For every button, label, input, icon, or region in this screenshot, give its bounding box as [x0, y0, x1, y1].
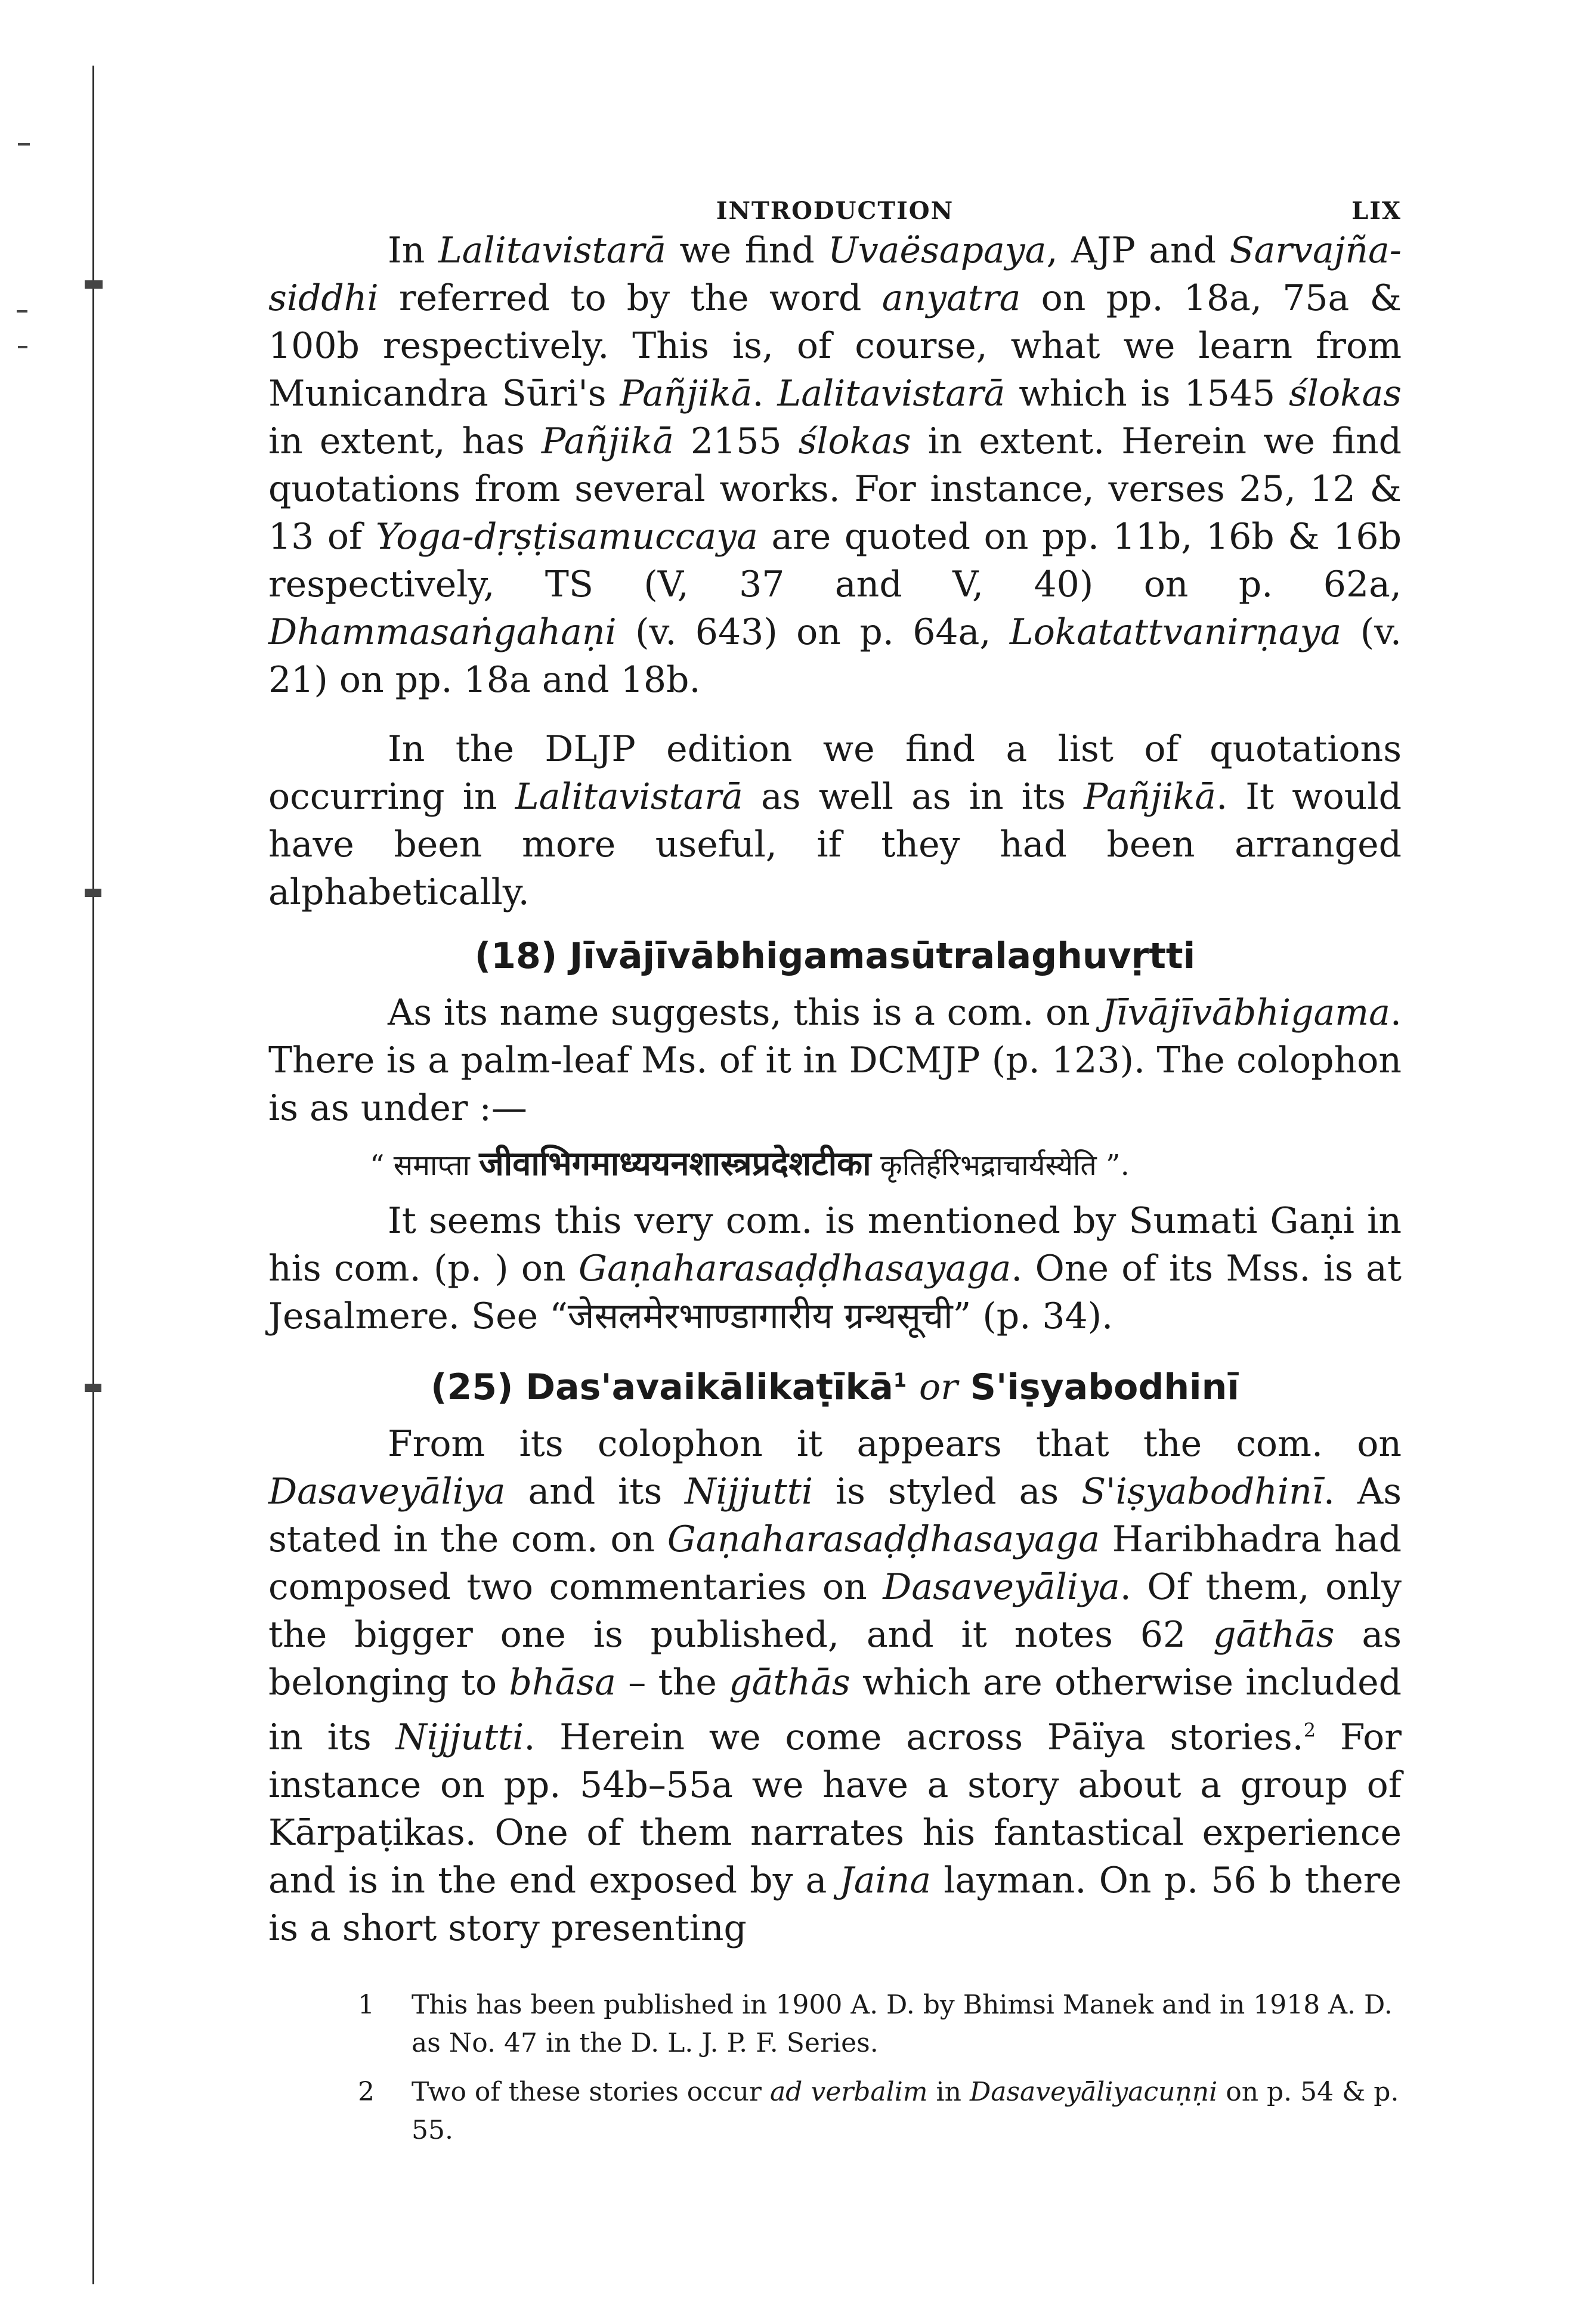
colophon-quote: “ समाप्ता जीवाभिगमाध्ययनशास्त्रप्रदेशटीका कृतिर्हरिभद्राचार्यस्येति ”. [370, 1144, 1130, 1183]
paragraph-5: From its colophon it appears that the com. on Dasaveyāliya and its Nijjutti is styled as S'iṣyabodhinī. As stated in the com. on Gaṇaharasaḍḍhasayaga Haribhadra had composed two commentaries on Dasaveyāliya. Of them, only the bigger one is published, and it notes 62 gāthās as belonging to bhāsa – the gāthās which are otherwise included in its Nijjutti. Herein we come across Pāïya stories.$^2$ For instance on pp. 54b–55a we have a story about a group of Kārpaṭikas. One of them narrates his fantastical experience and is in the end exposed by a Jaina layman. On p. 56 b there is a short story presenting [268, 1423, 1402, 1949]
footnote-ref: 2 [1303, 1719, 1316, 1742]
footnote-1: 1 This has been published in 1900 A. D. by Bhimsi Manek and in 1918 A. D. as No. 47 in the D. L. J. P. F. Series. [358, 1990, 1393, 2058]
section-heading-18: (18) Jīvājīvābhigamasūtralaghuvṛtti [474, 935, 1196, 977]
scan-mark [85, 889, 101, 897]
paragraph-1: In Lalitavistarā we find Uvaësapaya, AJP and Sarvajña-siddhi referred to by the word anyatra on pp. 18a, 75a & 100b respectively. This is, of course, what we learn from Municandra Sūri's Pañjikā. Lalitavistarā which is 1545 ślokas in extent, has Pañjikā 2155 ślokas in extent. Herein we find quotations from several works. For instance, verses 25, 12 & 13 of Yoga-dṛṣṭisamuccaya are quoted on pp. 11b, 16b & 16b respectively, TS (V, 37 and V, 40) on p. 62a, Dhammasaṅgahaṇi (v. 643) on p. 64a, Lokatattvanirṇaya (v. 21) on pp. 18a and 18b. [268, 230, 1402, 701]
scan-mark [85, 280, 103, 289]
footnote-ref: 1 [893, 1369, 907, 1391]
paragraph-2: In the DLJP edition we find a list of quotations occurring in Lalitavistarā as well as in its Pañjikā. It would have been more useful, if they had been arranged alphabetically. [268, 728, 1402, 913]
paragraph-4: It seems this very com. is mentioned by Sumati Gaṇi in his com. (p. ) on Gaṇaharasaḍḍhasayaga. One of its Mss. is at Jesalmere. See “जेसलमेरभाण्डागारीय ग्रन्थसूची” (p. 34). [268, 1200, 1402, 1337]
section-heading-25: (25) Das'avaikālikaṭīkā$^1$ or S'iṣyabodhinī [431, 1366, 1239, 1408]
paragraph-3: As its name suggests, this is a com. on Jīvājīvābhigama. There is a palm-leaf Ms. of it in DCMJP (p. 123). The colophon is as under :— [268, 992, 1402, 1129]
running-head [268, 179, 1402, 227]
scan-mark [18, 346, 27, 348]
footnotes [358, 1986, 1402, 2160]
margin-rule [92, 66, 94, 2284]
scan-mark [17, 310, 27, 313]
scan-mark [85, 1384, 101, 1392]
footnote-2: 2 Two of these stories occur ad verbalim in Dasaveyāliyacuṇṇi on p. 54 & p. 55. [358, 2077, 1399, 2145]
running-head-title: INTRODUCTION [716, 197, 954, 225]
page-body [268, 179, 1402, 1952]
page-number: LIX [1351, 197, 1402, 225]
scan-mark [18, 143, 30, 146]
